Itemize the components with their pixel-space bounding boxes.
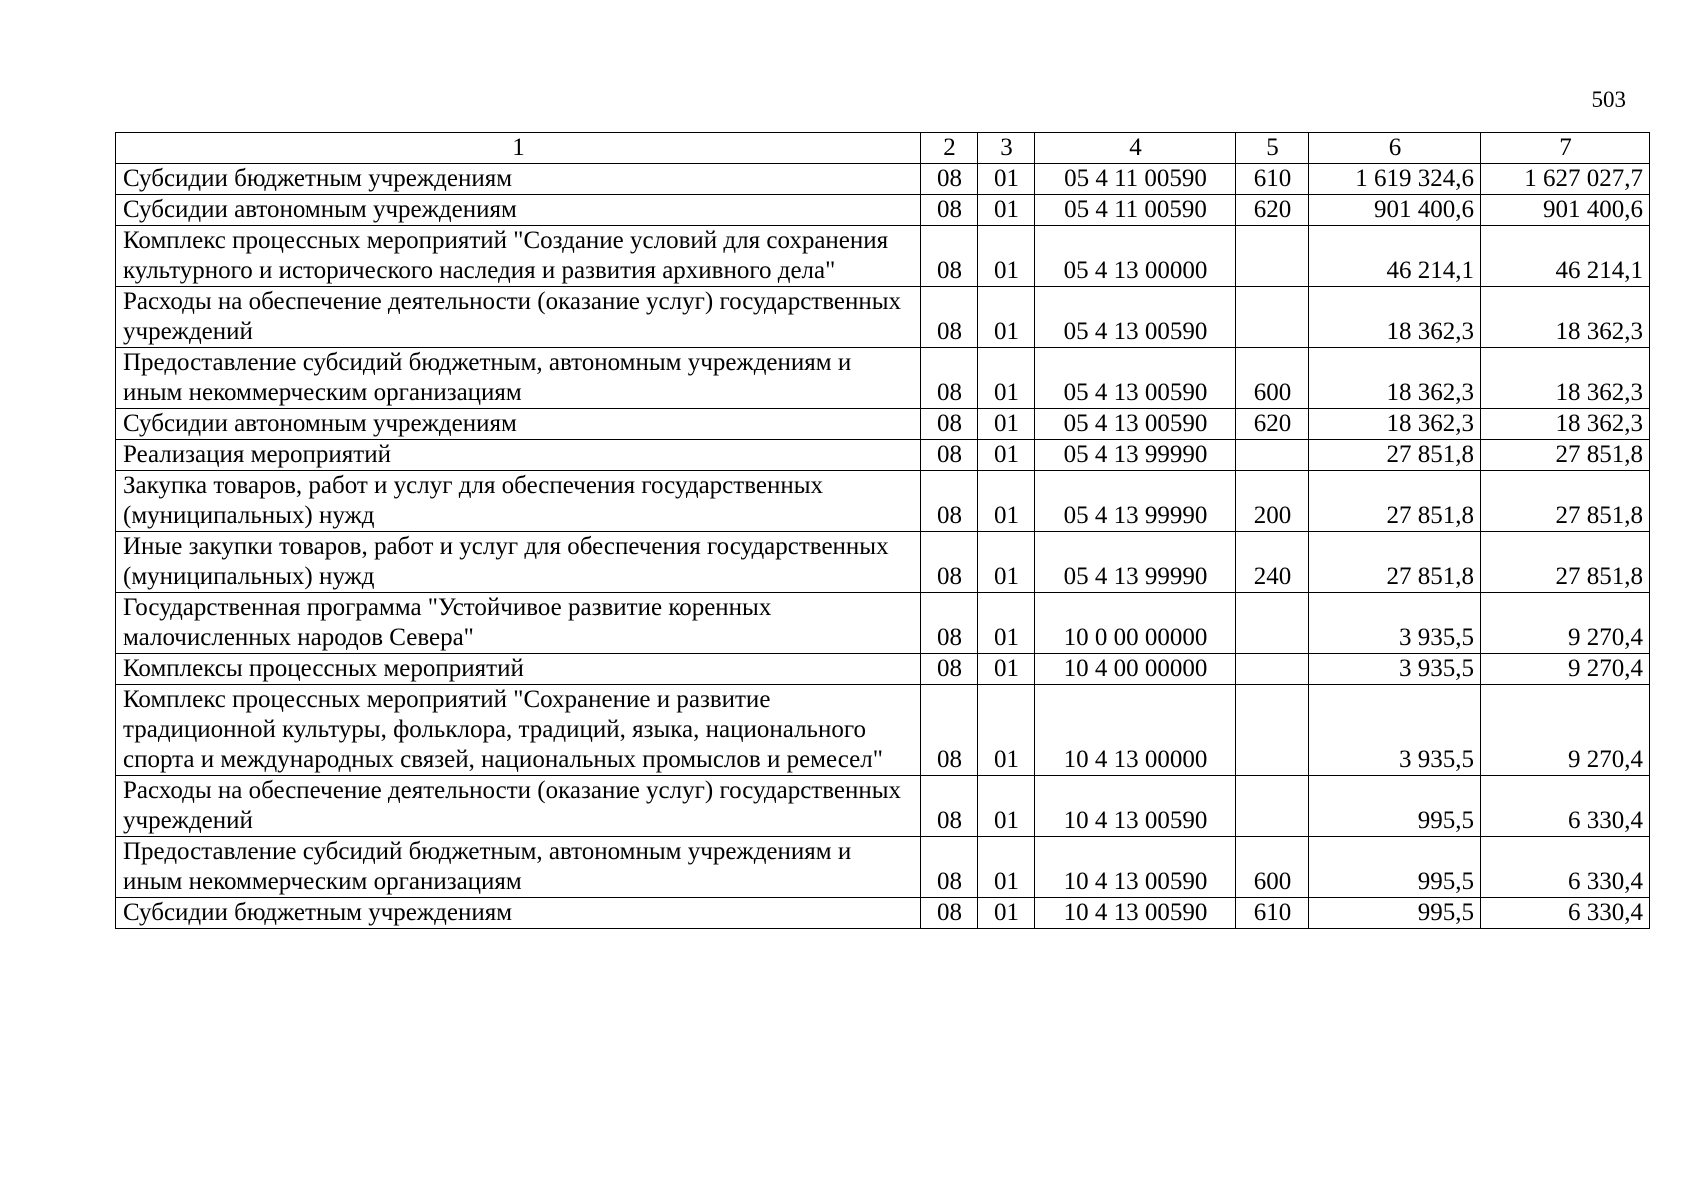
row-section-cell: 08 [921,471,978,532]
row-target-code-cell: 10 4 13 00590 [1035,776,1236,837]
table-row [116,532,1650,593]
row-name-cell: Комплекс процессных мероприятий "Создание условий для сохранения культурного и исторического наследия и развития архивного дела" [116,226,921,287]
row-expense-type-cell [1236,593,1309,654]
row-expense-type-cell [1236,226,1309,287]
row-subsection-cell: 01 [978,776,1035,837]
table-row [116,593,1650,654]
row-target-code-cell: 05 4 13 00590 [1035,348,1236,409]
row-target-code-cell: 10 0 00 00000 [1035,593,1236,654]
row-subsection-cell: 01 [978,532,1035,593]
row-amount-1-cell: 3 935,5 [1309,654,1481,685]
budget-table [115,132,1650,929]
row-amount-2-cell: 9 270,4 [1481,654,1650,685]
row-amount-1-cell: 27 851,8 [1309,532,1481,593]
row-subsection-cell: 01 [978,195,1035,226]
row-expense-type-cell [1236,776,1309,837]
row-expense-type-cell: 600 [1236,348,1309,409]
row-name-cell: Иные закупки товаров, работ и услуг для обеспечения государственных (муниципальных) нужд [116,532,921,593]
row-expense-type-cell: 610 [1236,898,1309,929]
row-name-cell: Государственная программа "Устойчивое развитие коренных малочисленных народов Севера" [116,593,921,654]
row-section-cell: 08 [921,409,978,440]
row-name-cell: Субсидии автономным учреждениям [116,409,921,440]
table-row [116,348,1650,409]
row-target-code-cell: 05 4 13 99990 [1035,471,1236,532]
header-cell-6: 6 [1309,133,1481,164]
row-amount-2-cell: 27 851,8 [1481,532,1650,593]
row-amount-2-cell: 9 270,4 [1481,685,1650,776]
row-expense-type-cell: 610 [1236,164,1309,195]
row-name-cell: Расходы на обеспечение деятельности (оказание услуг) государственных учреждений [116,776,921,837]
row-amount-1-cell: 995,5 [1309,776,1481,837]
row-target-code-cell: 05 4 11 00590 [1035,195,1236,226]
row-section-cell: 08 [921,348,978,409]
row-expense-type-cell: 620 [1236,409,1309,440]
row-subsection-cell: 01 [978,226,1035,287]
row-expense-type-cell: 600 [1236,837,1309,898]
row-subsection-cell: 01 [978,164,1035,195]
row-amount-1-cell: 3 935,5 [1309,685,1481,776]
table-row [116,409,1650,440]
row-amount-2-cell: 6 330,4 [1481,898,1650,929]
row-amount-2-cell: 901 400,6 [1481,195,1650,226]
row-subsection-cell: 01 [978,409,1035,440]
row-subsection-cell: 01 [978,898,1035,929]
row-amount-1-cell: 27 851,8 [1309,440,1481,471]
header-cell-2: 2 [921,133,978,164]
header-cell-3: 3 [978,133,1035,164]
row-subsection-cell: 01 [978,837,1035,898]
row-subsection-cell: 01 [978,471,1035,532]
row-target-code-cell: 05 4 13 99990 [1035,532,1236,593]
row-subsection-cell: 01 [978,287,1035,348]
row-name-cell: Субсидии автономным учреждениям [116,195,921,226]
row-expense-type-cell: 200 [1236,471,1309,532]
row-amount-2-cell: 46 214,1 [1481,226,1650,287]
page-number: 503 [1591,87,1626,112]
row-amount-1-cell: 1 619 324,6 [1309,164,1481,195]
row-amount-2-cell: 9 270,4 [1481,593,1650,654]
row-expense-type-cell [1236,685,1309,776]
row-target-code-cell: 05 4 11 00590 [1035,164,1236,195]
row-amount-2-cell: 1 627 027,7 [1481,164,1650,195]
row-amount-2-cell: 6 330,4 [1481,776,1650,837]
header-cell-5: 5 [1236,133,1309,164]
row-section-cell: 08 [921,440,978,471]
row-amount-1-cell: 995,5 [1309,898,1481,929]
row-subsection-cell: 01 [978,348,1035,409]
row-amount-2-cell: 18 362,3 [1481,287,1650,348]
row-subsection-cell: 01 [978,440,1035,471]
row-name-cell: Комплекс процессных мероприятий "Сохранение и развитие традиционной культуры, фольклора, традиций, языка, национального спорта и международных связей, национальных промыслов и ремесел" [116,685,921,776]
table-row [116,685,1650,776]
row-amount-2-cell: 6 330,4 [1481,837,1650,898]
row-target-code-cell: 10 4 13 00000 [1035,685,1236,776]
table-body [116,164,1650,929]
header-cell-1: 1 [116,133,921,164]
row-name-cell: Субсидии бюджетным учреждениям [116,164,921,195]
row-amount-1-cell: 27 851,8 [1309,471,1481,532]
row-amount-2-cell: 18 362,3 [1481,409,1650,440]
row-name-cell: Комплексы процессных мероприятий [116,654,921,685]
row-target-code-cell: 10 4 00 00000 [1035,654,1236,685]
header-row [116,133,1650,164]
row-name-cell: Предоставление субсидий бюджетным, автономным учреждениям и иным некоммерческим организациям [116,837,921,898]
row-target-code-cell: 05 4 13 00590 [1035,409,1236,440]
row-section-cell: 08 [921,837,978,898]
row-amount-1-cell: 46 214,1 [1309,226,1481,287]
row-amount-1-cell: 901 400,6 [1309,195,1481,226]
row-amount-1-cell: 995,5 [1309,837,1481,898]
table-row [116,226,1650,287]
row-name-cell: Субсидии бюджетным учреждениям [116,898,921,929]
table-row [116,654,1650,685]
row-subsection-cell: 01 [978,654,1035,685]
row-section-cell: 08 [921,226,978,287]
row-amount-2-cell: 27 851,8 [1481,440,1650,471]
row-amount-1-cell: 18 362,3 [1309,348,1481,409]
row-expense-type-cell [1236,440,1309,471]
row-name-cell: Расходы на обеспечение деятельности (оказание услуг) государственных учреждений [116,287,921,348]
row-subsection-cell: 01 [978,685,1035,776]
row-expense-type-cell [1236,287,1309,348]
row-section-cell: 08 [921,685,978,776]
row-section-cell: 08 [921,164,978,195]
row-target-code-cell: 05 4 13 99990 [1035,440,1236,471]
row-section-cell: 08 [921,898,978,929]
row-expense-type-cell: 620 [1236,195,1309,226]
row-amount-1-cell: 18 362,3 [1309,287,1481,348]
row-section-cell: 08 [921,654,978,685]
row-name-cell: Предоставление субсидий бюджетным, автономным учреждениям и иным некоммерческим организациям [116,348,921,409]
table-row [116,776,1650,837]
row-target-code-cell: 10 4 13 00590 [1035,898,1236,929]
row-section-cell: 08 [921,593,978,654]
row-expense-type-cell: 240 [1236,532,1309,593]
table-row [116,195,1650,226]
row-target-code-cell: 10 4 13 00590 [1035,837,1236,898]
header-cell-7: 7 [1481,133,1650,164]
row-amount-2-cell: 27 851,8 [1481,471,1650,532]
row-amount-1-cell: 18 362,3 [1309,409,1481,440]
row-name-cell: Реализация мероприятий [116,440,921,471]
table-row [116,837,1650,898]
row-name-cell: Закупка товаров, работ и услуг для обеспечения государственных (муниципальных) нужд [116,471,921,532]
row-section-cell: 08 [921,287,978,348]
row-section-cell: 08 [921,195,978,226]
table-row [116,471,1650,532]
row-section-cell: 08 [921,532,978,593]
row-amount-1-cell: 3 935,5 [1309,593,1481,654]
table-row [116,898,1650,929]
row-target-code-cell: 05 4 13 00590 [1035,287,1236,348]
row-target-code-cell: 05 4 13 00000 [1035,226,1236,287]
row-expense-type-cell [1236,654,1309,685]
row-amount-2-cell: 18 362,3 [1481,348,1650,409]
row-section-cell: 08 [921,776,978,837]
table-row [116,287,1650,348]
table-row [116,164,1650,195]
table-row [116,440,1650,471]
header-cell-4: 4 [1035,133,1236,164]
row-subsection-cell: 01 [978,593,1035,654]
